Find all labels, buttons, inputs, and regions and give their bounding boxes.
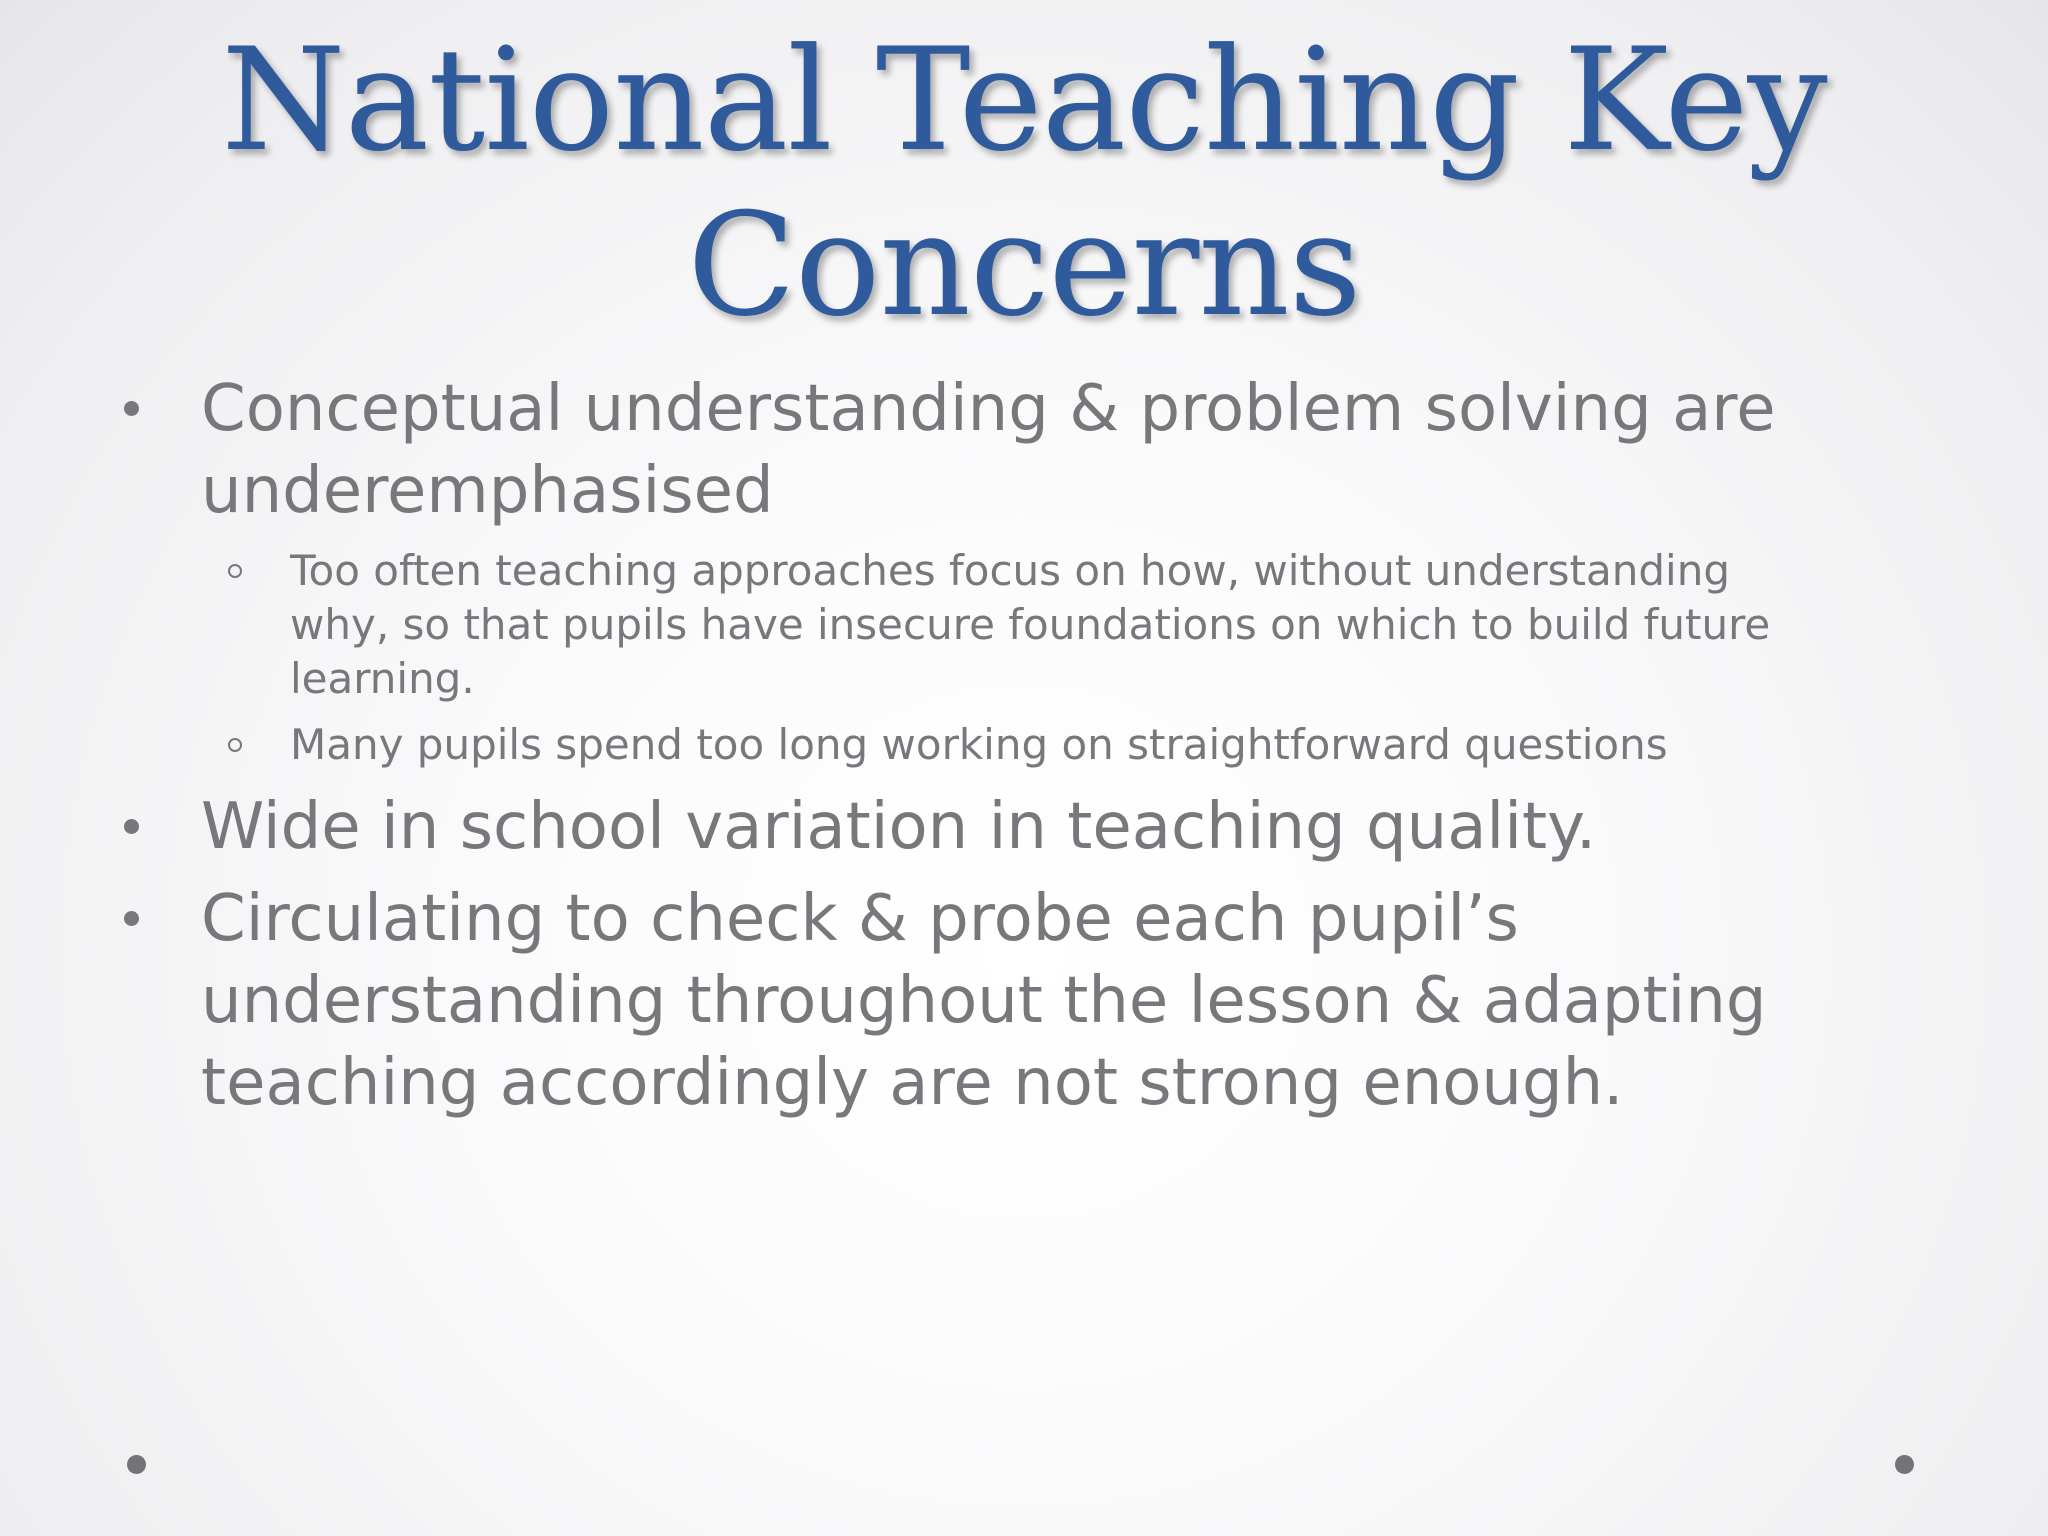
sub-bullet-list [0, 544, 2048, 772]
slide-title-line-2: Concerns [687, 183, 1361, 348]
slide-content [0, 368, 2048, 1134]
bullet-text: Circulating to check & probe each pupil’s understanding throughout the lesson & adapting teaching accordingly are not strong enough. [201, 882, 1767, 1120]
bullet-dot-icon [124, 819, 139, 834]
sub-bullet-circle-icon [228, 738, 242, 752]
bullet-text: Wide in school variation in teaching quality. [201, 790, 1597, 864]
sub-bullet-text: Too often teaching approaches focus on how, without understanding why, so that pupils have insecure foundations on which to build future learning. [290, 546, 1771, 703]
corner-dot-icon [1895, 1455, 1914, 1474]
sub-bullet-item [0, 718, 1830, 772]
bullet-item [0, 786, 1881, 868]
corner-dot-icon [127, 1455, 146, 1474]
sub-bullet-circle-icon [228, 564, 242, 578]
bullet-text: Conceptual understanding & problem solving are underemphasised [201, 372, 1776, 528]
sub-bullet-item [0, 544, 1830, 706]
bullet-dot-icon [124, 401, 139, 416]
slide-title [0, 18, 2048, 348]
slide-title-line-1: National Teaching Key [221, 18, 1827, 183]
bullet-item [0, 878, 1881, 1124]
sub-bullet-text: Many pupils spend too long working on straightforward questions [290, 720, 1668, 769]
bullet-item [0, 368, 1881, 532]
bullet-dot-icon [124, 911, 139, 926]
